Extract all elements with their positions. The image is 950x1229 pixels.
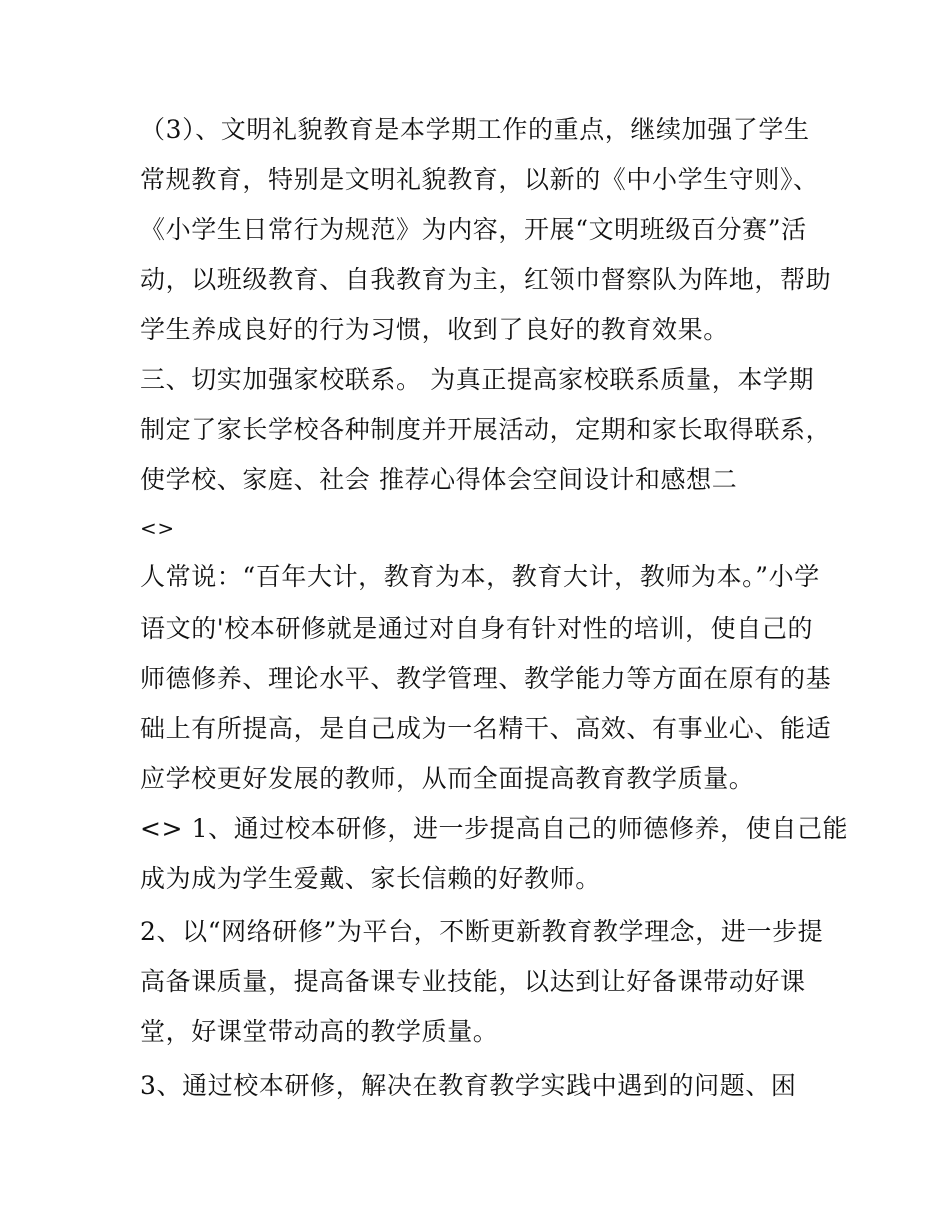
text-line: 学生养成良好的行为习惯，收到了良好的教育效果。 bbox=[140, 315, 729, 344]
text-line: 使学校、家庭、社会 推荐心得体会空间设计和感想二 bbox=[140, 465, 738, 494]
text-line: 语文的'校本研修就是通过对自身有针对性的培训，使自己的 bbox=[140, 614, 814, 643]
text-line: 制定了家长学校各种制度并开展活动，定期和家长取得联系， bbox=[140, 415, 832, 444]
text-line: 《小学生日常行为规范》为内容，开展“文明班级百分赛”活 bbox=[140, 215, 807, 244]
text-line: 成为成为学生爱戴、家长信赖的好教师。 bbox=[140, 864, 601, 893]
text-line: 堂，好课堂带动高的教学质量。 bbox=[140, 1017, 499, 1046]
text-line: 高备课质量，提高备课专业技能，以达到让好备课带动好课 bbox=[140, 967, 806, 996]
text-line: 2、以“网络研修”为平台，不断更新教育教学理念，进一步提 bbox=[140, 917, 824, 946]
text-line: 3、通过校本研修，解决在教育教学实践中遇到的问题、困 bbox=[140, 1071, 797, 1100]
text-line: （3）、文明礼貌教育是本学期工作的重点，继续加强了学生 bbox=[140, 115, 810, 144]
text-line: 动，以班级教育、自我教育为主，红领巾督察队为阵地，帮助 bbox=[140, 265, 832, 294]
text-line: 应学校更好发展的教师，从而全面提高教育教学质量。 bbox=[140, 764, 755, 793]
text-line: 常规教育，特别是文明礼貌教育，以新的《中小学生守则》、 bbox=[140, 165, 819, 194]
text-line: 础上有所提高，是自己成为一名精干、高效、有事业心、能适 bbox=[140, 714, 832, 743]
text-line: 三、切实加强家校联系。 为真正提高家校联系质量，本学期 bbox=[140, 365, 815, 394]
text-line: <> 1、通过校本研修，进一步提高自己的师德修养，使自己能 bbox=[140, 814, 849, 843]
text-line: 师德修养、理论水平、教学管理、教学能力等方面在原有的基 bbox=[140, 664, 832, 693]
text-line: 人常说：“百年大计，教育为本，教育大计，教师为本。”小学 bbox=[140, 562, 820, 591]
text-line: <> bbox=[140, 516, 175, 540]
